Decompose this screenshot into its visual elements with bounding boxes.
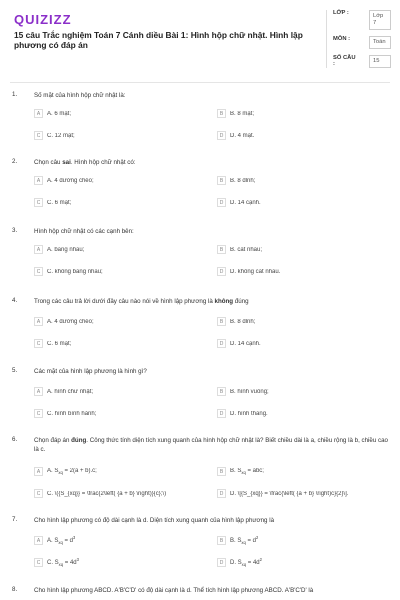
option-letter-box: A <box>34 245 43 254</box>
meta-key: LỚP : <box>333 10 349 16</box>
question-number: 8. <box>12 586 18 593</box>
option-letter-box: B <box>217 245 226 254</box>
meta-separator <box>326 10 327 68</box>
option-letter-box: B <box>217 536 226 545</box>
option-b[interactable] <box>217 243 387 256</box>
option-c[interactable] <box>34 556 184 569</box>
meta-value: Toán <box>369 36 391 49</box>
option-d[interactable] <box>217 265 387 278</box>
question-number: 2. <box>12 158 18 165</box>
question-number: 5. <box>12 367 18 374</box>
option-a[interactable] <box>34 534 184 547</box>
option-c[interactable] <box>34 265 184 278</box>
option-d[interactable] <box>217 487 387 500</box>
question-emphasis: không <box>214 298 234 305</box>
option-letter-box: D <box>217 409 226 418</box>
option-letter-box: B <box>217 317 226 326</box>
option-text: C. \({S_{xq}} = \frac{2\left( {a + b} \right)}{c};\) <box>47 490 167 497</box>
option-b[interactable] <box>217 465 387 478</box>
option-b[interactable] <box>217 107 387 120</box>
meta-value: 15 <box>369 55 391 68</box>
option-text: B. hình vuông; <box>230 388 269 395</box>
worksheet-header <box>0 0 400 78</box>
option-text: B. $S_{xq}$ = abc; <box>230 467 264 476</box>
question-text-part: Trong các câu trả lời dưới đây câu nào nói về hình lập phương là <box>34 298 215 305</box>
header-divider <box>10 82 390 83</box>
option-a[interactable] <box>34 315 184 328</box>
option-text: C. 12 mặt; <box>47 132 75 139</box>
option-text: D. 14 cạnh. <box>230 340 261 347</box>
option-text: C. 6 mặt; <box>47 199 72 206</box>
option-d[interactable] <box>217 337 387 350</box>
question-text-part: . Hình hộp chữ nhật có: <box>70 159 136 166</box>
question-text: Cho hình lập phương ABCD. A'B'C'D' có độ dài cạnh là d. Thể tích hình lập phương ABCD. A'B'C'D' là <box>34 587 314 594</box>
question-number: 1. <box>12 91 18 98</box>
option-letter-box: A <box>34 109 43 118</box>
option-a[interactable] <box>34 174 184 187</box>
meta-info <box>333 10 391 74</box>
option-text: A. $S_{xq} = d^3$ <box>47 535 76 546</box>
option-text: B. 8 đỉnh; <box>230 177 256 184</box>
option-a[interactable] <box>34 465 184 478</box>
option-text: B. 8 đỉnh; <box>230 318 256 325</box>
option-d[interactable] <box>217 556 387 569</box>
worksheet-title: 15 câu Trắc nghiệm Toán 7 Cánh diều Bài 1: Hình hộp chữ nhật. Hình lập phương có đáp án <box>14 30 303 50</box>
meta-key: MÔN : <box>333 36 351 42</box>
option-letter-box: A <box>34 536 43 545</box>
option-letter-box: B <box>217 387 226 396</box>
option-c[interactable] <box>34 337 184 350</box>
meta-key: SỐ CÂU : <box>333 55 356 67</box>
option-a[interactable] <box>34 385 184 398</box>
option-letter-box: A <box>34 387 43 396</box>
option-letter-box: B <box>217 467 226 476</box>
question-emphasis: sai <box>62 159 71 166</box>
question-text <box>34 436 390 454</box>
option-letter-box: D <box>217 339 226 348</box>
option-b[interactable] <box>217 315 387 328</box>
option-b[interactable] <box>217 385 387 398</box>
option-text: A. 4 đường chéo; <box>47 177 94 184</box>
option-text: C. $S_{xq} = 4d^3$ <box>47 557 79 568</box>
option-text: B. $S_{xq} = d^2$ <box>230 535 259 546</box>
option-text: A. bằng nhau; <box>47 246 85 253</box>
option-text: A. $S_{xq} = 2(a + b).c$; <box>47 467 97 476</box>
option-text: D. 14 cạnh. <box>230 199 261 206</box>
meta-row-count <box>333 55 391 68</box>
option-c[interactable] <box>34 407 184 420</box>
option-text: D. không cắt nhau. <box>230 268 281 275</box>
option-letter-box: D <box>217 267 226 276</box>
option-letter-box: D <box>217 198 226 207</box>
question-text: Hình hộp chữ nhật có các cạnh bên: <box>34 228 134 235</box>
option-letter-box: D <box>217 489 226 498</box>
option-letter-box: A <box>34 176 43 185</box>
option-text: A. 4 đường chéo; <box>47 318 94 325</box>
question-number: 4. <box>12 297 18 304</box>
option-text: A. hình chữ nhật; <box>47 388 94 395</box>
question-text-part: đúng <box>233 298 249 305</box>
option-letter-box: C <box>34 198 43 207</box>
option-letter-box: A <box>34 467 43 476</box>
option-a[interactable] <box>34 243 184 256</box>
option-c[interactable] <box>34 129 184 142</box>
option-letter-box: D <box>217 558 226 567</box>
question-emphasis: đúng <box>71 437 87 444</box>
question-text <box>34 158 390 167</box>
option-text: A. 6 mặt; <box>47 110 72 117</box>
option-letter-box: C <box>34 409 43 418</box>
option-letter-box: C <box>34 339 43 348</box>
question-text <box>34 297 390 306</box>
question-text: Các mặt của hình lập phương là hình gì? <box>34 368 147 375</box>
question-text-part: Chọn đáp án <box>34 437 72 444</box>
quizizz-logo: QUIZIZZ <box>14 12 72 27</box>
option-letter-box: C <box>34 558 43 567</box>
option-c[interactable] <box>34 487 209 500</box>
question-number: 6. <box>12 436 18 443</box>
question-number: 7. <box>12 516 18 523</box>
option-text: C. không bằng nhau; <box>47 268 103 275</box>
question-text-part: . Công thức tính diện tích xung quanh của hình hộp chữ nhật là? Biết chiều dài là a, chiều rộng là b, chiều cao là c. <box>34 437 388 453</box>
option-text: D. 4 mặt. <box>230 132 255 139</box>
option-text: C. 6 mặt; <box>47 340 72 347</box>
option-a[interactable] <box>34 107 184 120</box>
option-d[interactable] <box>217 407 387 420</box>
question-number: 3. <box>12 227 18 234</box>
option-letter-box: C <box>34 267 43 276</box>
meta-row-subject <box>333 36 391 49</box>
meta-row-grade <box>333 10 391 30</box>
option-text: D. hình thang. <box>230 410 268 417</box>
option-b[interactable] <box>217 534 387 547</box>
option-letter-box: B <box>217 109 226 118</box>
option-d[interactable] <box>217 129 387 142</box>
option-text: B. cắt nhau; <box>230 246 263 253</box>
meta-value: Lớp 7 <box>369 10 391 30</box>
question-text: Cho hình lập phương có độ dài cạnh là d. Diện tích xung quanh của hình lập phương là <box>34 517 275 524</box>
option-text: B. 8 mặt; <box>230 110 255 117</box>
option-letter-box: C <box>34 131 43 140</box>
option-text: D. \[{S_{xq}} = \frac{\left( {a + b} \right)c}{2}\]. <box>230 490 349 497</box>
option-letter-box: B <box>217 176 226 185</box>
option-d[interactable] <box>217 196 387 209</box>
option-c[interactable] <box>34 196 184 209</box>
question-text-part: Chọn câu <box>34 159 63 166</box>
option-letter-box: A <box>34 317 43 326</box>
option-letter-box: C <box>34 489 43 498</box>
option-b[interactable] <box>217 174 387 187</box>
option-letter-box: D <box>217 131 226 140</box>
option-text: C. hình bình hành; <box>47 410 97 417</box>
option-text: D. $S_{xq} = 4d^2$ <box>230 557 262 568</box>
question-text: Số mặt của hình hộp chữ nhật là: <box>34 92 126 99</box>
